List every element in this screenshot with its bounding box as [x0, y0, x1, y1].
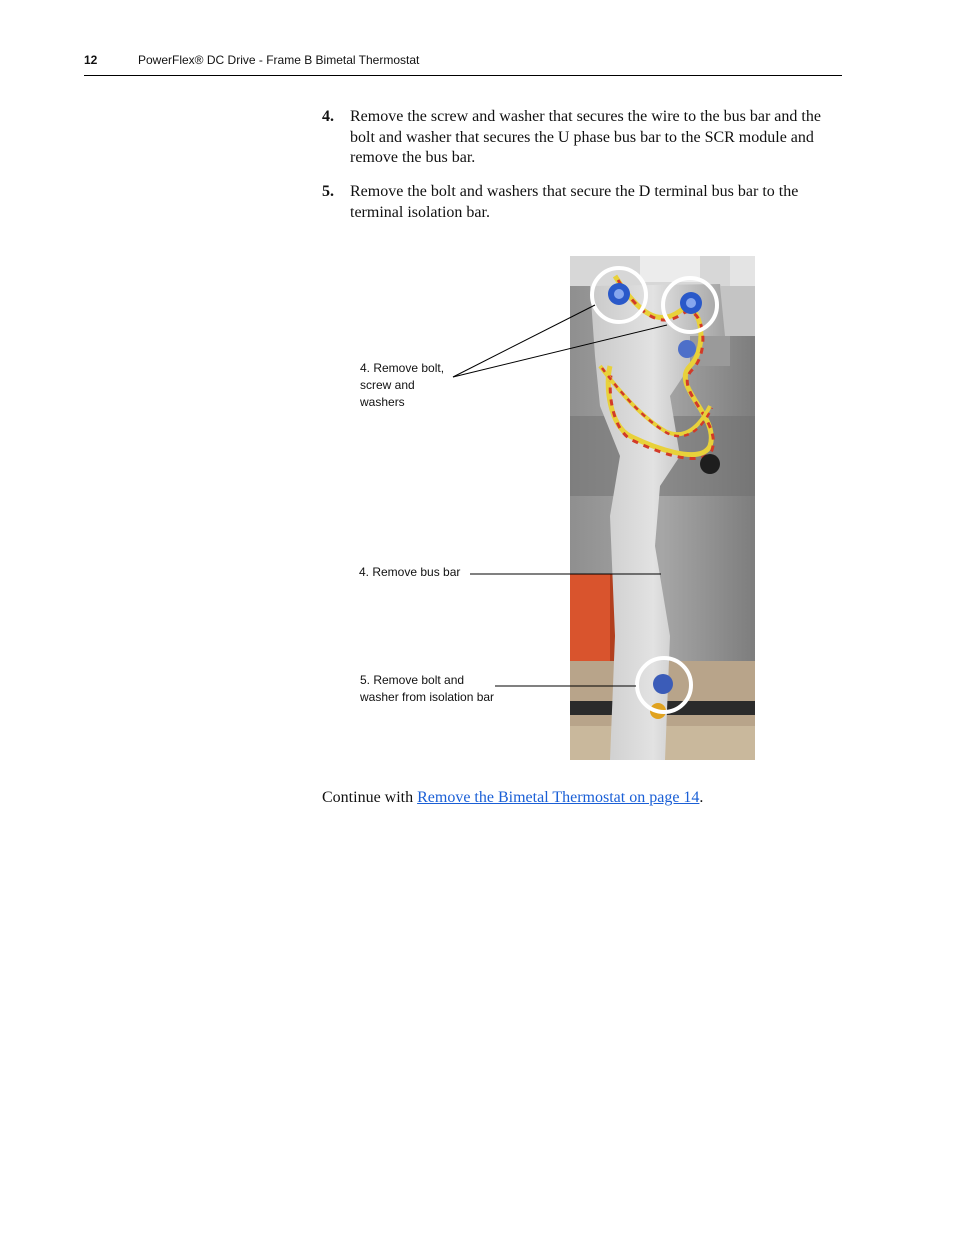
step-text: Remove the bolt and washers that secure the D terminal bus bar to the terminal isolation bar.	[350, 183, 799, 221]
header-rule	[84, 75, 842, 76]
step-4	[322, 107, 842, 169]
callout-remove-bus-bar: 4. Remove bus bar	[359, 565, 461, 579]
thermostat-photo	[570, 256, 755, 760]
continue-prefix: Continue with	[322, 789, 418, 806]
photo-illustration	[570, 256, 755, 760]
continue-instruction	[322, 788, 703, 808]
step-text: Remove the screw and washer that secures the wire to the bus bar and the bolt and washer that secures the U phase bus bar to the SCR module and remove the bus bar.	[350, 108, 821, 166]
running-header-title: PowerFlex® DC Drive - Frame B Bimetal Thermostat	[138, 53, 420, 67]
callout-remove-bolt-screw-washers: 4. Remove bolt, screw and washers	[360, 361, 445, 409]
continue-suffix: .	[699, 789, 704, 806]
step-number: 4.	[322, 108, 334, 125]
step-5	[322, 182, 842, 223]
callout-remove-bolt-washer-isolation-bar: 5. Remove bolt and washer from isolation bar	[360, 673, 495, 704]
remove-bimetal-thermostat-link[interactable]: Remove the Bimetal Thermostat on page 14	[417, 789, 700, 806]
step-number: 5.	[322, 183, 334, 200]
page-number: 12	[84, 53, 98, 67]
